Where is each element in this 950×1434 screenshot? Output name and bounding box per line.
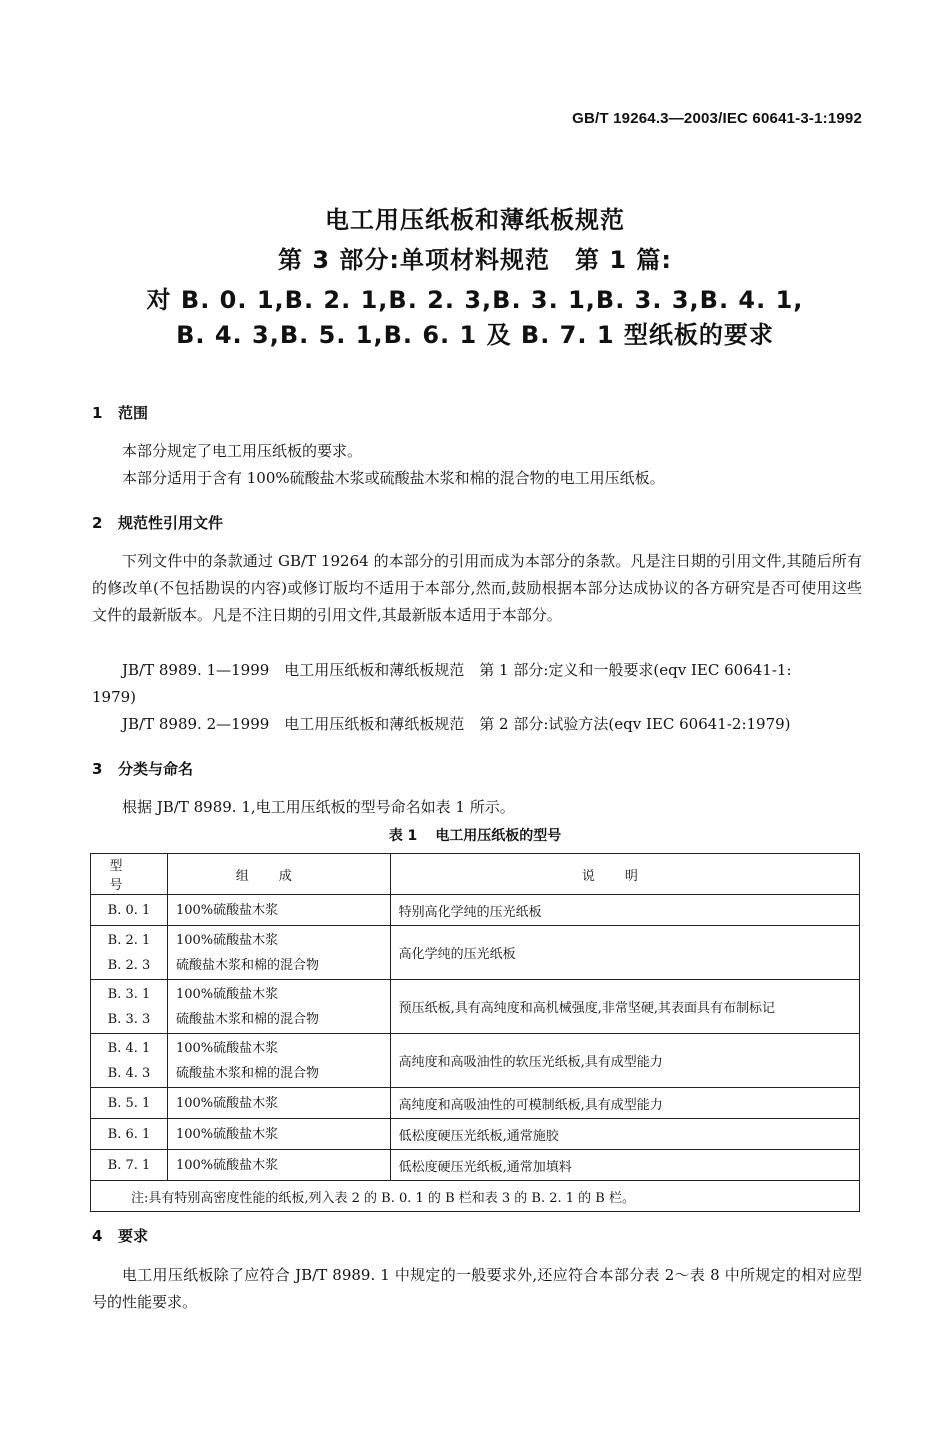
section-title: 分类与命名 bbox=[118, 760, 194, 778]
table-note-row bbox=[91, 1181, 860, 1212]
table-row bbox=[91, 980, 860, 1034]
column-header-composition: 组成 bbox=[167, 854, 390, 895]
reference-2 bbox=[92, 711, 862, 738]
section-2-para-1: 下列文件中的条款通过 GB/T 19264 的本部分的引用而成为本部分的条款。凡是注日期的引用文件,其随后所有的修改单(不包括勘误的内容)或修订版均不适用于本部分,然而,鼓励根据本部分达成协议的各方研究是否可使用这些文件的最新版本。凡是不注日期的引用文件,其最新版本适用于本部分。 bbox=[92, 552, 862, 624]
composition-cell: 100%硫酸盐木浆 硫酸盐木浆和棉的混合物 bbox=[167, 1034, 390, 1088]
table-1-title: 电工用压纸板的型号 bbox=[435, 828, 562, 844]
column-header-description: 说明 bbox=[390, 854, 859, 895]
table-note: 注:具有特别高密度性能的纸板,列入表 2 的 B. 0. 1 的 B 栏和表 3 的 B. 2. 1 的 B 栏。 bbox=[91, 1181, 860, 1212]
description-cell: 高化学纯的压光纸板 bbox=[390, 926, 859, 980]
section-4-para-1: 电工用压纸板除了应符合 JB/T 8989. 1 中规定的一般要求外,还应符合本部分表 2～表 8 中所规定的相对应型号的性能要求。 bbox=[92, 1266, 862, 1311]
type-code-cell: B. 5. 1 bbox=[91, 1088, 168, 1119]
section-title: 范围 bbox=[118, 404, 149, 422]
title-line-3: 对 B. 0. 1,B. 2. 1,B. 2. 3,B. 3. 1,B. 3. 3,B. 4. 1, bbox=[146, 286, 804, 314]
description-cell: 预压纸板,具有高纯度和高机械强度,非常坚硬,其表面具有布制标记 bbox=[390, 980, 859, 1034]
composition-cell: 100%硫酸盐木浆 bbox=[167, 1150, 390, 1181]
section-title: 规范性引用文件 bbox=[118, 514, 224, 532]
type-code-cell: B. 3. 1 B. 3. 3 bbox=[91, 980, 168, 1034]
table-row bbox=[91, 895, 860, 926]
table-row bbox=[91, 1034, 860, 1088]
type-code-cell: B. 6. 1 bbox=[91, 1119, 168, 1150]
description-cell: 特别高化学纯的压光纸板 bbox=[390, 895, 859, 926]
composition-cell: 100%硫酸盐木浆 硫酸盐木浆和棉的混合物 bbox=[167, 926, 390, 980]
title-line-2: 第 3 部分:单项材料规范 第 1 篇: bbox=[277, 246, 672, 274]
title-line-4: B. 4. 3,B. 5. 1,B. 6. 1 及 B. 7. 1 型纸板的要求 bbox=[176, 321, 774, 349]
section-1-para-1: 本部分规定了电工用压纸板的要求。 bbox=[122, 442, 363, 460]
section-title: 要求 bbox=[118, 1227, 149, 1245]
section-3-heading bbox=[92, 758, 193, 779]
section-1-heading bbox=[92, 402, 148, 423]
board-type-table bbox=[90, 853, 860, 1212]
type-code-cell: B. 0. 1 bbox=[91, 895, 168, 926]
composition-cell: 100%硫酸盐木浆 bbox=[167, 1119, 390, 1150]
table-row bbox=[91, 1088, 860, 1119]
section-2-heading bbox=[92, 512, 223, 533]
table-row bbox=[91, 926, 860, 980]
table-row bbox=[91, 1119, 860, 1150]
type-code-cell: B. 2. 1 B. 2. 3 bbox=[91, 926, 168, 980]
type-code-cell: B. 4. 1 B. 4. 3 bbox=[91, 1034, 168, 1088]
composition-cell: 100%硫酸盐木浆 bbox=[167, 1088, 390, 1119]
description-cell: 高纯度和高吸油性的可模制纸板,具有成型能力 bbox=[390, 1088, 859, 1119]
section-3-para-1: 根据 JB/T 8989. 1,电工用压纸板的型号命名如表 1 所示。 bbox=[122, 798, 515, 816]
table-row bbox=[91, 1150, 860, 1181]
reference-2-line: JB/T 8989. 2—1999 电工用压纸板和薄纸板规范 第 2 部分:试验方法(eqv IEC 60641-2:1979) bbox=[122, 715, 791, 733]
description-cell: 高纯度和高吸油性的软压光纸板,具有成型能力 bbox=[390, 1034, 859, 1088]
column-header-type: 型号 bbox=[91, 854, 168, 895]
composition-cell: 100%硫酸盐木浆 硫酸盐木浆和棉的混合物 bbox=[167, 980, 390, 1034]
reference-1 bbox=[92, 657, 862, 711]
section-1-para-2: 本部分适用于含有 100%硫酸盐木浆或硫酸盐木浆和棉的混合物的电工用压纸板。 bbox=[122, 469, 665, 487]
section-number: 3 bbox=[92, 760, 103, 778]
reference-1-line-1: JB/T 8989. 1—1999 电工用压纸板和薄纸板规范 第 1 部分:定义和一般要求(eqv IEC 60641-1: bbox=[122, 661, 792, 679]
table-1-label: 表 1 bbox=[388, 828, 418, 844]
composition-cell: 100%硫酸盐木浆 bbox=[167, 895, 390, 926]
reference-1-line-2: 1979) bbox=[92, 688, 137, 706]
table-1-caption bbox=[0, 825, 950, 845]
section-number: 1 bbox=[92, 404, 103, 422]
section-4-heading bbox=[92, 1225, 148, 1246]
description-cell: 低松度硬压光纸板,通常施胶 bbox=[390, 1119, 859, 1150]
standard-code-header: GB/T 19264.3—2003/IEC 60641-3-1:1992 bbox=[572, 110, 862, 127]
section-number: 4 bbox=[92, 1227, 103, 1245]
title-line-1: 电工用压纸板和薄纸板规范 bbox=[325, 206, 625, 234]
section-number: 2 bbox=[92, 514, 103, 532]
description-cell: 低松度硬压光纸板,通常加填料 bbox=[390, 1150, 859, 1181]
type-code-cell: B. 7. 1 bbox=[91, 1150, 168, 1181]
